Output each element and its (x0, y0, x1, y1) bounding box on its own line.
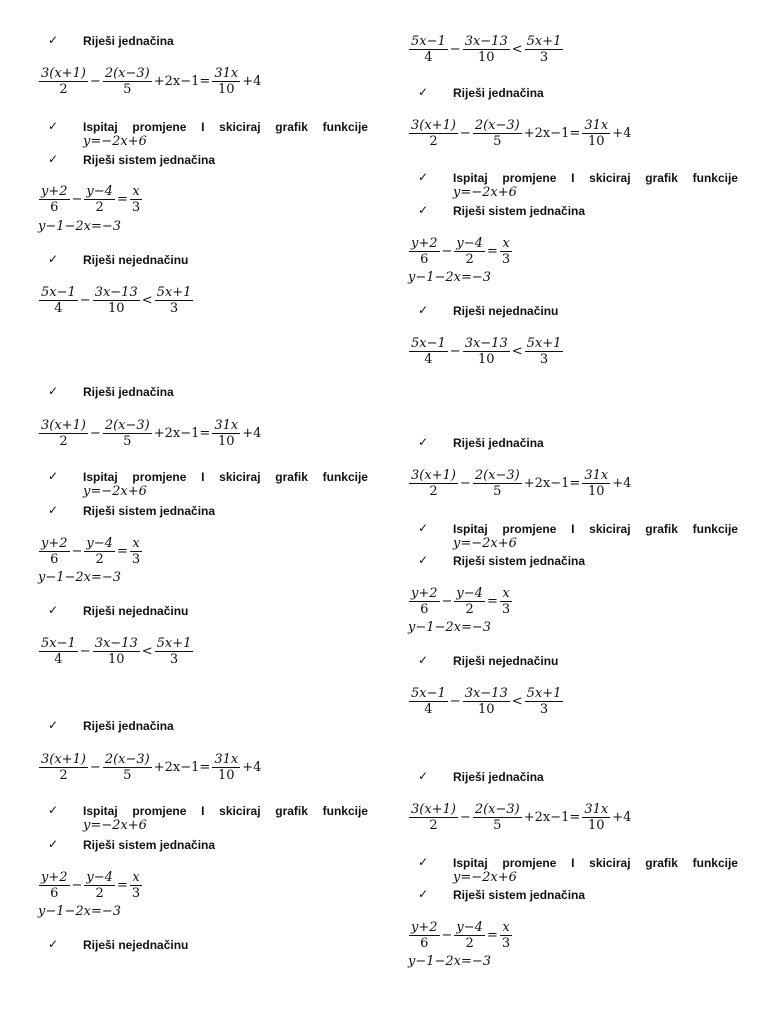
task-solve-equation: ✓ Riješi jednačina (418, 769, 544, 784)
task-solve-equation: ✓ Riješi jednačina (48, 718, 174, 733)
task-block (38, 34, 368, 48)
equation: $\frac{3(x+1)}{2}$ − $\frac{2(x-3)}{5}$ +2x−1= $\frac{31x}{10}$ +4 (411, 118, 632, 149)
task-block (408, 86, 738, 100)
checkmark-icon: ✓ (418, 85, 429, 99)
checkmark-icon: ✓ (48, 503, 59, 517)
task-block (38, 253, 368, 267)
checkmark-icon: ✓ (48, 152, 59, 166)
checkmark-icon: ✓ (48, 718, 59, 732)
checkmark-icon: ✓ (48, 33, 59, 47)
checkmark-icon: ✓ (48, 803, 59, 817)
task-block (38, 719, 368, 733)
task-solve-inequality: ✓ Riješi nejednačinu (418, 303, 559, 318)
checkmark-icon: ✓ (418, 170, 429, 184)
equation: $\frac{3(x+1)}{2}$ − $\frac{2(x-3)}{5}$ +2x−1= $\frac{31x}{10}$ +4 (41, 418, 262, 449)
task-solve-system: ✓ Riješi sistem jednačina (48, 152, 216, 167)
checkmark-icon: ✓ (418, 303, 429, 317)
equation: $\frac{3(x+1)}{2}$ − $\frac{2(x-3)}{5}$ +2x−1= $\frac{31x}{10}$ +4 (411, 802, 632, 833)
equation: $\frac{3(x+1)}{2}$ − $\frac{2(x-3)}{5}$ +2x−1= $\frac{31x}{10}$ +4 (41, 752, 262, 783)
task-block (408, 554, 738, 568)
task-block (408, 856, 738, 885)
system-equation: $\frac{y+2}{6}$ − $\frac{y-4}{2}$ = $\frac{x}{3}$ (411, 236, 511, 267)
task-solve-equation: ✓ Riješi jednačina (48, 384, 174, 399)
system-line2: y−1−2x=−3 (38, 219, 122, 234)
checkmark-icon: ✓ (48, 252, 59, 266)
task-examine-function: ✓ Ispitaj promjene I skiciraj grafik funkcije y=−2x+6 (48, 803, 368, 833)
inequality: $\frac{5x-1}{4}$ − $\frac{3x-13}{10}$ < $\frac{5x+1}{3}$ (411, 34, 562, 65)
task-solve-inequality: ✓ Riješi nejednačinu (48, 603, 189, 618)
checkmark-icon: ✓ (418, 203, 429, 217)
checkmark-icon: ✓ (418, 887, 429, 901)
task-block (408, 770, 738, 784)
task-solve-inequality: ✓ Riješi nejednačinu (418, 653, 559, 668)
task-examine-function: ✓ Ispitaj promjene I skiciraj grafik funkcije y=−2x+6 (418, 521, 738, 551)
task-solve-system: ✓ Riješi sistem jednačina (418, 887, 586, 902)
system-equation: $\frac{y+2}{6}$ − $\frac{y-4}{2}$ = $\frac{x}{3}$ (411, 920, 511, 951)
task-solve-system: ✓ Riješi sistem jednačina (48, 837, 216, 852)
system-line2: y−1−2x=−3 (38, 904, 122, 919)
task-block (38, 804, 368, 833)
task-block (408, 522, 738, 551)
checkmark-icon: ✓ (418, 653, 429, 667)
system-line2: y−1−2x=−3 (38, 570, 122, 585)
task-block (408, 654, 738, 668)
system-equation: $\frac{y+2}{6}$ − $\frac{y-4}{2}$ = $\frac{x}{3}$ (41, 870, 141, 901)
checkmark-icon: ✓ (48, 837, 59, 851)
task-solve-equation: ✓ Riješi jednačina (418, 85, 544, 100)
task-block (408, 171, 738, 200)
task-examine-function: ✓ Ispitaj promjene I skiciraj grafik funkcije y=−2x+6 (418, 855, 738, 885)
task-solve-system: ✓ Riješi sistem jednačina (418, 203, 586, 218)
task-block (408, 304, 738, 318)
checkmark-icon: ✓ (48, 384, 59, 398)
task-solve-equation: ✓ Riješi jednačina (418, 435, 544, 450)
checkmark-icon: ✓ (418, 521, 429, 535)
equation: $\frac{3(x+1)}{2}$ − $\frac{2(x-3)}{5}$ +2x−1= $\frac{31x}{10}$ +4 (411, 468, 632, 499)
task-block (38, 470, 368, 499)
inequality: $\frac{5x-1}{4}$ − $\frac{3x-13}{10}$ < $\frac{5x+1}{3}$ (411, 686, 562, 717)
task-block (38, 120, 368, 149)
task-block (38, 604, 368, 618)
checkmark-icon: ✓ (418, 435, 429, 449)
task-examine-function: ✓ Ispitaj promjene I skiciraj grafik funkcije y=−2x+6 (48, 469, 368, 499)
task-solve-equation: ✓ Riješi jednačina (48, 33, 174, 48)
checkmark-icon: ✓ (418, 553, 429, 567)
inequality: $\frac{5x-1}{4}$ − $\frac{3x-13}{10}$ < $\frac{5x+1}{3}$ (411, 336, 562, 367)
system-line2: y−1−2x=−3 (408, 620, 492, 635)
inequality: $\frac{5x-1}{4}$ − $\frac{3x-13}{10}$ < $\frac{5x+1}{3}$ (41, 636, 192, 667)
task-block (38, 504, 368, 518)
system-equation: $\frac{y+2}{6}$ − $\frac{y-4}{2}$ = $\frac{x}{3}$ (41, 536, 141, 567)
task-solve-system: ✓ Riješi sistem jednačina (418, 553, 586, 568)
task-block (38, 938, 368, 952)
task-block (408, 204, 738, 218)
task-block (408, 888, 738, 902)
system-equation: $\frac{y+2}{6}$ − $\frac{y-4}{2}$ = $\frac{x}{3}$ (41, 184, 141, 215)
checkmark-icon: ✓ (418, 855, 429, 869)
system-line2: y−1−2x=−3 (408, 954, 492, 969)
inequality: $\frac{5x-1}{4}$ − $\frac{3x-13}{10}$ < $\frac{5x+1}{3}$ (41, 285, 192, 316)
task-examine-function: ✓ Ispitaj promjene I skiciraj grafik funkcije y=−2x+6 (48, 119, 368, 149)
task-block (38, 838, 368, 852)
task-block (38, 385, 368, 399)
task-examine-function: ✓ Ispitaj promjene I skiciraj grafik funkcije y=−2x+6 (418, 170, 738, 200)
task-solve-inequality: ✓ Riješi nejednačinu (48, 252, 189, 267)
task-block (38, 153, 368, 167)
checkmark-icon: ✓ (48, 469, 59, 483)
equation: $\frac{3(x+1)}{2}$ − $\frac{2(x-3)}{5}$ +2x−1= $\frac{31x}{10}$ +4 (41, 66, 262, 97)
checkmark-icon: ✓ (418, 769, 429, 783)
system-line2: y−1−2x=−3 (408, 270, 492, 285)
system-equation: $\frac{y+2}{6}$ − $\frac{y-4}{2}$ = $\frac{x}{3}$ (411, 586, 511, 617)
task-solve-system: ✓ Riješi sistem jednačina (48, 503, 216, 518)
checkmark-icon: ✓ (48, 119, 59, 133)
checkmark-icon: ✓ (48, 937, 59, 951)
task-block (408, 436, 738, 450)
checkmark-icon: ✓ (48, 603, 59, 617)
task-solve-inequality: ✓ Riješi nejednačinu (48, 937, 189, 952)
